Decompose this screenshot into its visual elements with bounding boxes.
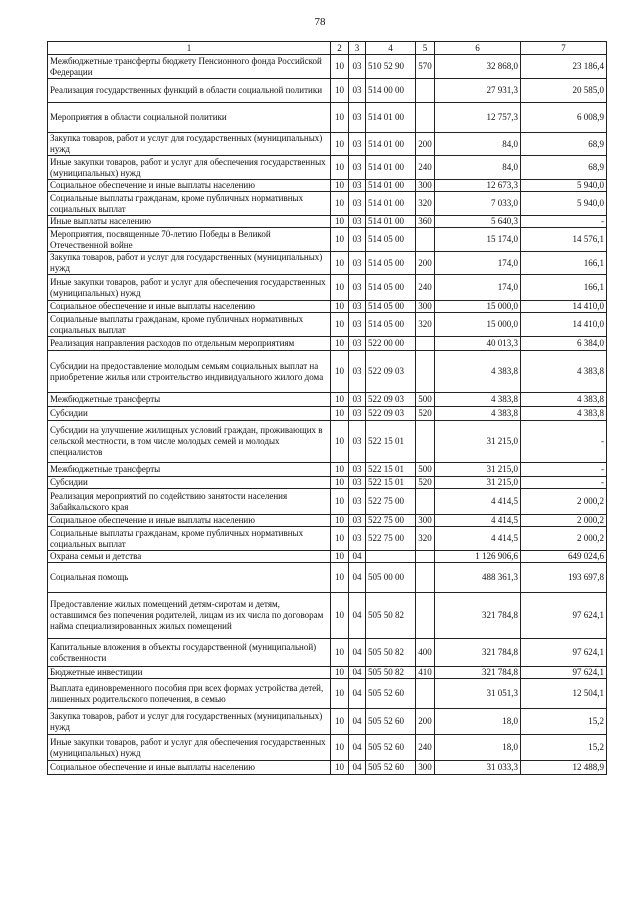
table-row: [48, 55, 607, 79]
table-row: [48, 275, 607, 301]
row-name-cell: Мероприятия в области социальной политики: [48, 103, 331, 133]
amount-col6-cell: 321 784,8: [435, 593, 521, 639]
expense-type-cell: 240: [416, 275, 435, 301]
row-name-cell: Предоставление жилых помещений детям-сиротам и детям, оставшимся без попечения родителей, лицам из их числа по договорам найма специализированных жилых помещений: [48, 593, 331, 639]
target-article-cell: 522 09 03: [366, 351, 416, 393]
amount-col7-cell: 20 585,0: [521, 79, 607, 103]
section-cell: 10: [331, 351, 349, 393]
table-row: [48, 156, 607, 180]
amount-col6-cell: 174,0: [435, 275, 521, 301]
row-name-cell: Социальное обеспечение и иные выплаты населению: [48, 180, 331, 192]
target-article-cell: 522 15 01: [366, 477, 416, 489]
subsection-cell: 04: [349, 551, 366, 563]
table-row: [48, 192, 607, 216]
section-cell: 10: [331, 55, 349, 79]
row-name-cell: Социальные выплаты гражданам, кроме публичных нормативных социальных выплат: [48, 192, 331, 216]
table-row: [48, 103, 607, 133]
section-cell: 10: [331, 79, 349, 103]
amount-col7-cell: 4 383,8: [521, 351, 607, 393]
target-article-cell: 514 05 00: [366, 252, 416, 275]
amount-col7-cell: 15,2: [521, 735, 607, 761]
expense-type-cell: 200: [416, 133, 435, 156]
section-cell: 10: [331, 761, 349, 775]
amount-col6-cell: 4 383,8: [435, 393, 521, 407]
subsection-cell: 03: [349, 407, 366, 421]
expense-type-cell: 300: [416, 301, 435, 313]
amount-col7-cell: 12 488,9: [521, 761, 607, 775]
target-article-cell: 522 15 01: [366, 463, 416, 477]
expense-type-cell: 200: [416, 252, 435, 275]
amount-col6-cell: 4 414,5: [435, 489, 521, 515]
subsection-cell: 04: [349, 709, 366, 735]
section-cell: 10: [331, 563, 349, 593]
target-article-cell: 522 75 00: [366, 527, 416, 551]
expense-type-cell: 320: [416, 313, 435, 337]
amount-col7-cell: -: [521, 477, 607, 489]
target-article-cell: 514 05 00: [366, 301, 416, 313]
row-name-cell: Иные выплаты населению: [48, 216, 331, 228]
subsection-cell: 03: [349, 252, 366, 275]
target-article-cell: 505 52 60: [366, 761, 416, 775]
row-name-cell: Социальные выплаты гражданам, кроме публичных нормативных социальных выплат: [48, 527, 331, 551]
amount-col7-cell: 5 940,0: [521, 180, 607, 192]
row-name-cell: Реализация направления расходов по отдельным мероприятиям: [48, 337, 331, 351]
subsection-cell: 03: [349, 489, 366, 515]
target-article-cell: 514 01 00: [366, 216, 416, 228]
target-article-cell: 505 00 00: [366, 563, 416, 593]
subsection-cell: 03: [349, 301, 366, 313]
amount-col6-cell: 31 215,0: [435, 477, 521, 489]
expense-type-cell: 300: [416, 761, 435, 775]
expense-type-cell: 200: [416, 709, 435, 735]
amount-col6-cell: 31 033,3: [435, 761, 521, 775]
amount-col6-cell: 31 215,0: [435, 463, 521, 477]
expense-type-cell: 500: [416, 463, 435, 477]
section-cell: 10: [331, 275, 349, 301]
expense-type-cell: [416, 228, 435, 252]
section-cell: 10: [331, 421, 349, 463]
target-article-cell: 522 15 01: [366, 421, 416, 463]
expense-type-cell: [416, 79, 435, 103]
row-name-cell: Реализация государственных функций в области социальной политики: [48, 79, 331, 103]
subsection-cell: 04: [349, 667, 366, 679]
table-row: [48, 79, 607, 103]
expense-type-cell: 410: [416, 667, 435, 679]
table-row: [48, 216, 607, 228]
subsection-cell: 03: [349, 313, 366, 337]
section-cell: 10: [331, 735, 349, 761]
section-cell: 10: [331, 593, 349, 639]
expense-type-cell: 300: [416, 515, 435, 527]
amount-col6-cell: 40 013,3: [435, 337, 521, 351]
amount-col6-cell: 7 033,0: [435, 192, 521, 216]
amount-col7-cell: 14 576,1: [521, 228, 607, 252]
section-cell: 10: [331, 709, 349, 735]
amount-col6-cell: 174,0: [435, 252, 521, 275]
amount-col6-cell: 4 414,5: [435, 515, 521, 527]
target-article-cell: 514 01 00: [366, 156, 416, 180]
section-cell: 10: [331, 489, 349, 515]
amount-col7-cell: 97 624,1: [521, 639, 607, 667]
table-row: [48, 407, 607, 421]
subsection-cell: 03: [349, 477, 366, 489]
amount-col6-cell: 321 784,8: [435, 667, 521, 679]
expense-type-cell: [416, 563, 435, 593]
amount-col7-cell: 166,1: [521, 275, 607, 301]
table-row: [48, 515, 607, 527]
expense-type-cell: [416, 337, 435, 351]
amount-col6-cell: 18,0: [435, 709, 521, 735]
subsection-cell: 03: [349, 421, 366, 463]
table-row: [48, 351, 607, 393]
table-row: [48, 180, 607, 192]
amount-col7-cell: 14 410,0: [521, 313, 607, 337]
section-cell: 10: [331, 192, 349, 216]
target-article-cell: [366, 551, 416, 563]
amount-col7-cell: -: [521, 463, 607, 477]
amount-col6-cell: 15 000,0: [435, 313, 521, 337]
amount-col7-cell: 193 697,8: [521, 563, 607, 593]
expense-type-cell: [416, 679, 435, 709]
subsection-cell: 03: [349, 79, 366, 103]
expense-type-cell: 500: [416, 393, 435, 407]
row-name-cell: Бюджетные инвестиции: [48, 667, 331, 679]
section-cell: 10: [331, 477, 349, 489]
row-name-cell: Капитальные вложения в объекты государственной (муниципальной) собственности: [48, 639, 331, 667]
expense-type-cell: 360: [416, 216, 435, 228]
row-name-cell: Закупка товаров, работ и услуг для государственных (муниципальных) нужд: [48, 709, 331, 735]
amount-col6-cell: 4 383,8: [435, 351, 521, 393]
amount-col6-cell: 18,0: [435, 735, 521, 761]
column-header: 1: [48, 42, 331, 55]
target-article-cell: 514 05 00: [366, 313, 416, 337]
target-article-cell: 514 01 00: [366, 180, 416, 192]
column-header: 7: [521, 42, 607, 55]
table-row: [48, 463, 607, 477]
amount-col7-cell: 14 410,0: [521, 301, 607, 313]
expense-type-cell: 320: [416, 527, 435, 551]
row-name-cell: Межбюджетные трансферты: [48, 393, 331, 407]
amount-col6-cell: 15 000,0: [435, 301, 521, 313]
target-article-cell: 522 09 03: [366, 407, 416, 421]
column-header: 4: [366, 42, 416, 55]
row-name-cell: Выплата единовременного пособия при всех формах устройства детей, лишенных родительского попечения, в семью: [48, 679, 331, 709]
table-row: [48, 679, 607, 709]
table-row: [48, 735, 607, 761]
section-cell: 10: [331, 551, 349, 563]
subsection-cell: 04: [349, 761, 366, 775]
amount-col7-cell: 97 624,1: [521, 667, 607, 679]
target-article-cell: 514 01 00: [366, 103, 416, 133]
section-cell: 10: [331, 180, 349, 192]
amount-col6-cell: 4 383,8: [435, 407, 521, 421]
subsection-cell: 03: [349, 275, 366, 301]
target-article-cell: 522 75 00: [366, 515, 416, 527]
amount-col7-cell: 68,9: [521, 156, 607, 180]
subsection-cell: 03: [349, 180, 366, 192]
row-name-cell: Мероприятия, посвященные 70-летию Победы в Великой Отечественной войне: [48, 228, 331, 252]
amount-col6-cell: 84,0: [435, 156, 521, 180]
amount-col7-cell: 166,1: [521, 252, 607, 275]
table-row: [48, 477, 607, 489]
subsection-cell: 03: [349, 133, 366, 156]
amount-col7-cell: -: [521, 216, 607, 228]
section-cell: 10: [331, 527, 349, 551]
amount-col6-cell: 12 673,3: [435, 180, 521, 192]
subsection-cell: 03: [349, 216, 366, 228]
table-row: [48, 667, 607, 679]
expense-type-cell: [416, 421, 435, 463]
table-row: [48, 252, 607, 275]
table-row: [48, 639, 607, 667]
table-row: [48, 551, 607, 563]
row-name-cell: Охрана семьи и детства: [48, 551, 331, 563]
table-row: [48, 313, 607, 337]
subsection-cell: 03: [349, 192, 366, 216]
amount-col6-cell: 488 361,3: [435, 563, 521, 593]
expense-type-cell: 520: [416, 477, 435, 489]
table-row: [48, 527, 607, 551]
table-row: [48, 709, 607, 735]
target-article-cell: 522 09 03: [366, 393, 416, 407]
target-article-cell: 514 05 00: [366, 228, 416, 252]
subsection-cell: 03: [349, 527, 366, 551]
expense-type-cell: [416, 551, 435, 563]
target-article-cell: 505 50 82: [366, 593, 416, 639]
target-article-cell: 514 01 00: [366, 192, 416, 216]
table-row: [48, 489, 607, 515]
table-row: [48, 563, 607, 593]
section-cell: 10: [331, 216, 349, 228]
row-name-cell: Субсидии: [48, 477, 331, 489]
column-header: 6: [435, 42, 521, 55]
subsection-cell: 03: [349, 228, 366, 252]
row-name-cell: Закупка товаров, работ и услуг для государственных (муниципальных) нужд: [48, 252, 331, 275]
subsection-cell: 03: [349, 351, 366, 393]
amount-col7-cell: 4 383,8: [521, 407, 607, 421]
amount-col7-cell: 2 000,2: [521, 527, 607, 551]
target-article-cell: 522 00 00: [366, 337, 416, 351]
row-name-cell: Иные закупки товаров, работ и услуг для обеспечения государственных (муниципальных) нужд: [48, 275, 331, 301]
table-row: [48, 761, 607, 775]
amount-col6-cell: 321 784,8: [435, 639, 521, 667]
page-number: 78: [314, 16, 326, 28]
section-cell: 10: [331, 133, 349, 156]
subsection-cell: 03: [349, 103, 366, 133]
amount-col6-cell: 32 868,0: [435, 55, 521, 79]
subsection-cell: 04: [349, 679, 366, 709]
table-row: [48, 133, 607, 156]
row-name-cell: Субсидии на предоставление молодым семьям социальных выплат на приобретение жилья или строительство индивидуального жилого дома: [48, 351, 331, 393]
target-article-cell: 514 05 00: [366, 275, 416, 301]
section-cell: 10: [331, 156, 349, 180]
amount-col7-cell: 6 008,9: [521, 103, 607, 133]
subsection-cell: 03: [349, 337, 366, 351]
column-header: 5: [416, 42, 435, 55]
section-cell: 10: [331, 103, 349, 133]
subsection-cell: 03: [349, 393, 366, 407]
target-article-cell: 514 01 00: [366, 133, 416, 156]
section-cell: 10: [331, 252, 349, 275]
subsection-cell: 03: [349, 463, 366, 477]
target-article-cell: 505 50 82: [366, 667, 416, 679]
subsection-cell: 04: [349, 735, 366, 761]
table-row: [48, 337, 607, 351]
subsection-cell: 04: [349, 593, 366, 639]
amount-col6-cell: 5 640,3: [435, 216, 521, 228]
amount-col7-cell: 4 383,8: [521, 393, 607, 407]
amount-col6-cell: 12 757,3: [435, 103, 521, 133]
target-article-cell: 510 52 90: [366, 55, 416, 79]
target-article-cell: 505 50 82: [366, 639, 416, 667]
row-name-cell: Социальное обеспечение и иные выплаты населению: [48, 515, 331, 527]
row-name-cell: Социальные выплаты гражданам, кроме публичных нормативных социальных выплат: [48, 313, 331, 337]
row-name-cell: Межбюджетные трансферты: [48, 463, 331, 477]
expense-type-cell: [416, 593, 435, 639]
section-cell: 10: [331, 313, 349, 337]
expense-type-cell: 520: [416, 407, 435, 421]
expense-type-cell: 320: [416, 192, 435, 216]
expense-type-cell: 400: [416, 639, 435, 667]
amount-col7-cell: 5 940,0: [521, 192, 607, 216]
amount-col6-cell: 31 215,0: [435, 421, 521, 463]
row-name-cell: Социальная помощь: [48, 563, 331, 593]
table-row: [48, 393, 607, 407]
section-cell: 10: [331, 337, 349, 351]
amount-col7-cell: 2 000,2: [521, 515, 607, 527]
expense-type-cell: 240: [416, 735, 435, 761]
amount-col6-cell: 31 051,3: [435, 679, 521, 709]
amount-col6-cell: 27 931,3: [435, 79, 521, 103]
column-header: 3: [349, 42, 366, 55]
row-name-cell: Межбюджетные трансферты бюджету Пенсионного фонда Российской Федерации: [48, 55, 331, 79]
target-article-cell: 505 52 60: [366, 735, 416, 761]
section-cell: 10: [331, 515, 349, 527]
subsection-cell: 04: [349, 563, 366, 593]
target-article-cell: 505 52 60: [366, 679, 416, 709]
amount-col7-cell: 68,9: [521, 133, 607, 156]
section-cell: 10: [331, 393, 349, 407]
expense-type-cell: 570: [416, 55, 435, 79]
expense-type-cell: [416, 351, 435, 393]
amount-col7-cell: -: [521, 421, 607, 463]
amount-col7-cell: 649 024,6: [521, 551, 607, 563]
target-article-cell: 505 52 60: [366, 709, 416, 735]
amount-col6-cell: 4 414,5: [435, 527, 521, 551]
target-article-cell: 514 00 00: [366, 79, 416, 103]
table-row: [48, 593, 607, 639]
amount-col7-cell: 15,2: [521, 709, 607, 735]
amount-col7-cell: 97 624,1: [521, 593, 607, 639]
table-row: [48, 228, 607, 252]
budget-table: [47, 41, 607, 775]
section-cell: 10: [331, 667, 349, 679]
subsection-cell: 03: [349, 156, 366, 180]
section-cell: 10: [331, 463, 349, 477]
target-article-cell: 522 75 00: [366, 489, 416, 515]
subsection-cell: 03: [349, 55, 366, 79]
expense-type-cell: [416, 489, 435, 515]
expense-type-cell: 240: [416, 156, 435, 180]
amount-col6-cell: 1 126 906,6: [435, 551, 521, 563]
row-name-cell: Реализация мероприятий по содействию занятости населения Забайкальского края: [48, 489, 331, 515]
table-header-row: [48, 42, 607, 55]
row-name-cell: Субсидии: [48, 407, 331, 421]
amount-col7-cell: 2 000,2: [521, 489, 607, 515]
amount-col6-cell: 84,0: [435, 133, 521, 156]
section-cell: 10: [331, 407, 349, 421]
subsection-cell: 04: [349, 639, 366, 667]
row-name-cell: Социальное обеспечение и иные выплаты населению: [48, 301, 331, 313]
subsection-cell: 03: [349, 515, 366, 527]
amount-col7-cell: 12 504,1: [521, 679, 607, 709]
column-header: 2: [331, 42, 349, 55]
expense-type-cell: [416, 103, 435, 133]
section-cell: 10: [331, 228, 349, 252]
table-row: [48, 301, 607, 313]
row-name-cell: Иные закупки товаров, работ и услуг для обеспечения государственных (муниципальных) нужд: [48, 735, 331, 761]
section-cell: 10: [331, 301, 349, 313]
amount-col7-cell: 6 384,0: [521, 337, 607, 351]
section-cell: 10: [331, 639, 349, 667]
section-cell: 10: [331, 679, 349, 709]
row-name-cell: Субсидии на улучшение жилищных условий граждан, проживающих в сельской местности, в том числе молодых семей и молодых специалистов: [48, 421, 331, 463]
amount-col6-cell: 15 174,0: [435, 228, 521, 252]
table-row: [48, 421, 607, 463]
row-name-cell: Иные закупки товаров, работ и услуг для обеспечения государственных (муниципальных) нужд: [48, 156, 331, 180]
row-name-cell: Закупка товаров, работ и услуг для государственных (муниципальных) нужд: [48, 133, 331, 156]
row-name-cell: Социальное обеспечение и иные выплаты населению: [48, 761, 331, 775]
expense-type-cell: 300: [416, 180, 435, 192]
amount-col7-cell: 23 186,4: [521, 55, 607, 79]
